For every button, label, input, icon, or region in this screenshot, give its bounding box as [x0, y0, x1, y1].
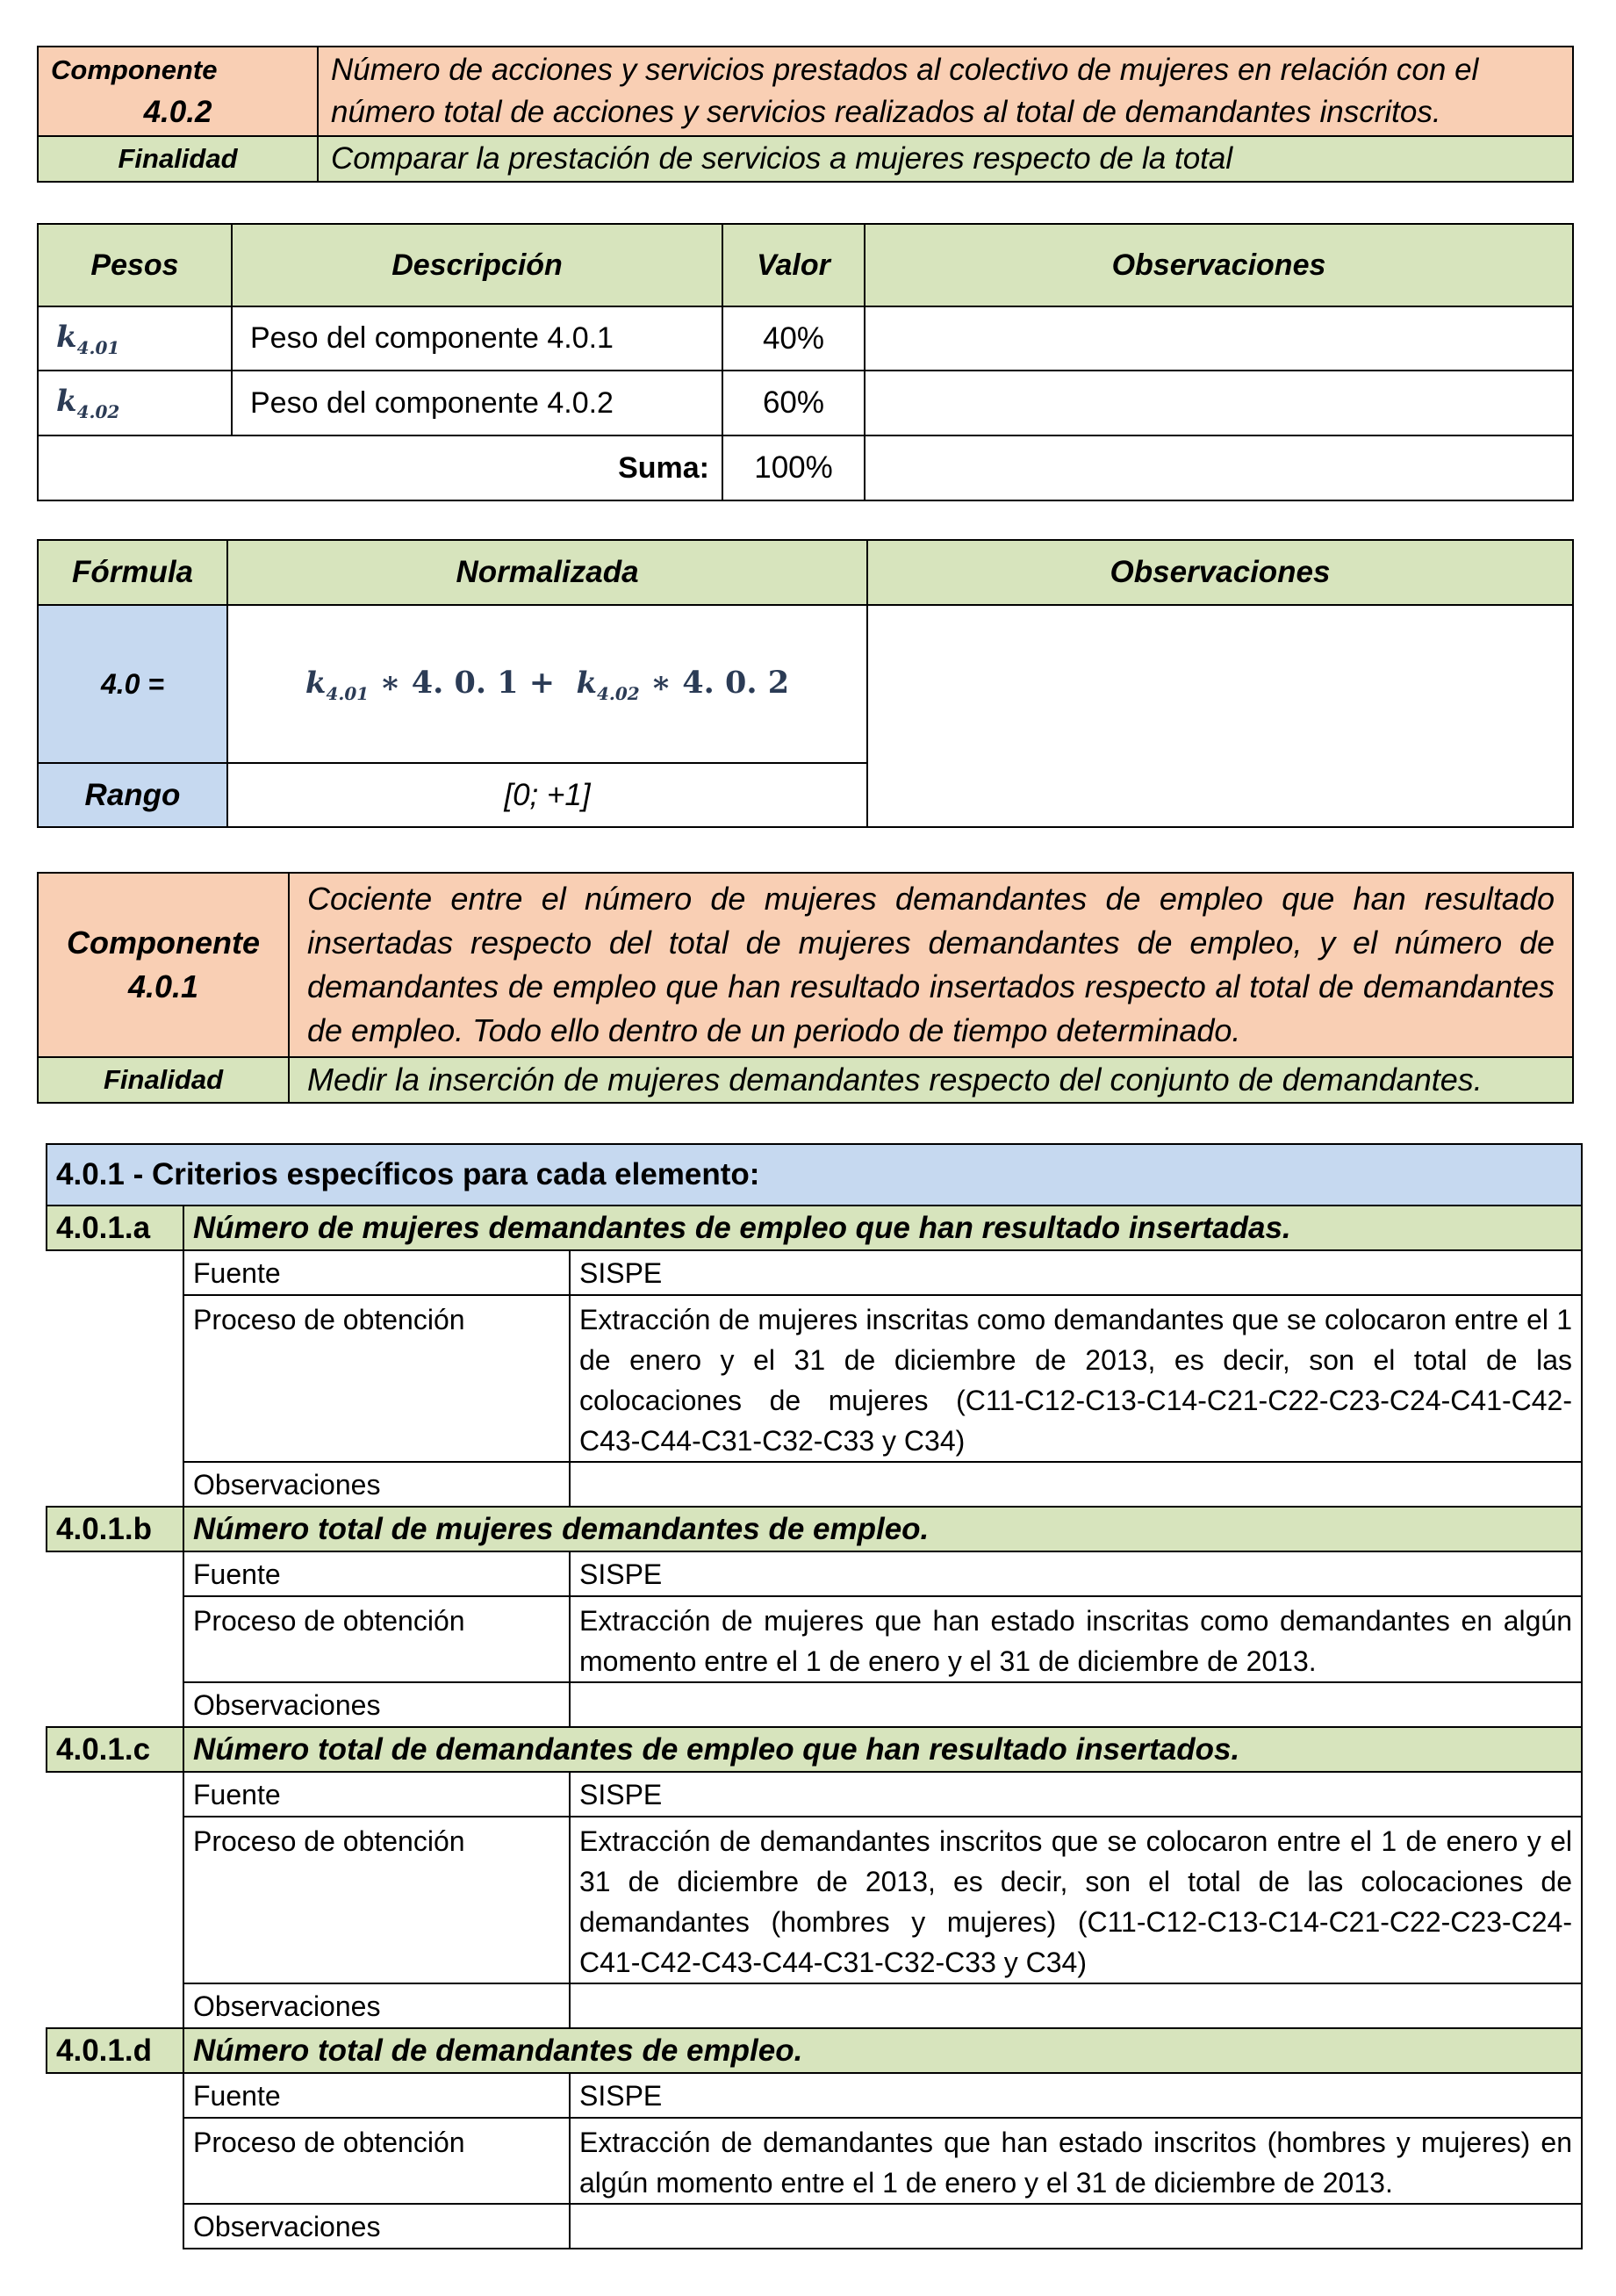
k-symbol: k: [305, 665, 327, 701]
criterio-header-row: [47, 1727, 1582, 1772]
peso-symbol: [38, 371, 232, 435]
indent-spacer: [47, 1983, 183, 2028]
formula-observaciones: [867, 605, 1573, 827]
componente-402-table: [37, 46, 1574, 183]
header-normalizada: Normalizada: [227, 540, 867, 605]
peso-row: [38, 306, 1573, 371]
fuente-row: [47, 1551, 1582, 1596]
indent-spacer: [47, 2204, 183, 2249]
proceso-value: Extracción de demandantes que han estado inscritos (hombres y mujeres) en algún momento entre el 1 de enero y el 31 de diciembre de 2013.: [570, 2118, 1582, 2204]
proceso-row: [47, 1817, 1582, 1983]
fuente-value: SISPE: [570, 1772, 1582, 1817]
observaciones-value: [570, 2204, 1582, 2249]
k-symbol: k: [56, 384, 77, 420]
criterio-header-row: [47, 2028, 1582, 2073]
finalidad-401-text: Medir la inserción de mujeres demandantes respecto del conjunto de demandantes.: [289, 1057, 1573, 1103]
header-observaciones: Observaciones: [865, 224, 1573, 306]
finalidad-label: Finalidad: [38, 1057, 289, 1103]
suma-row: [38, 435, 1573, 500]
criterio-code: 4.0.1.a: [47, 1206, 183, 1250]
componente-401-label-cell: [38, 873, 289, 1057]
proceso-label: Proceso de obtención: [183, 1596, 570, 1682]
observaciones-label: Observaciones: [183, 1682, 570, 1727]
formula-part-2: ∗ 4. 0. 2: [650, 664, 790, 701]
peso-symbol: [38, 306, 232, 371]
observaciones-value: [570, 1462, 1582, 1507]
componente-402-label-cell: [38, 47, 318, 136]
indent-spacer: [47, 1596, 183, 1682]
criterio-code: 4.0.1.b: [47, 1507, 183, 1551]
indent-spacer: [47, 1462, 183, 1507]
criterio-title: Número total de mujeres demandantes de empleo.: [183, 1507, 1582, 1551]
fuente-label: Fuente: [183, 1250, 570, 1295]
criterio-header-row: [47, 1507, 1582, 1551]
finalidad-402-row: [38, 136, 1573, 182]
componente-label: Componente: [51, 54, 218, 85]
observaciones-row: [47, 1983, 1582, 2028]
proceso-label: Proceso de obtención: [183, 2118, 570, 2204]
fuente-value: SISPE: [570, 1250, 1582, 1295]
indent-spacer: [47, 2118, 183, 2204]
fuente-value: SISPE: [570, 1551, 1582, 1596]
fuente-label: Fuente: [183, 1772, 570, 1817]
criterio-code: 4.0.1.c: [47, 1727, 183, 1772]
k-subscript: 4.01: [76, 336, 120, 358]
componente-label: Componente: [67, 925, 260, 961]
observaciones-label: Observaciones: [183, 1462, 570, 1507]
k-symbol: k: [56, 319, 77, 355]
suma-label: Suma:: [38, 435, 722, 500]
proceso-label: Proceso de obtención: [183, 1817, 570, 1983]
componente-401-description: Cociente entre el número de mujeres demandantes de empleo que han resultado insertadas respecto del total de mujeres demandantes de empleo, y el número de demandantes de empleo que han resultado insertados respecto al total de demandantes de empleo. Todo ello dentro de un periodo de tiempo determinado.: [289, 873, 1573, 1057]
fuente-value: SISPE: [570, 2073, 1582, 2118]
formula-part-1: ∗ 4. 0. 1 +: [379, 664, 556, 701]
observaciones-value: [570, 1983, 1582, 2028]
header-pesos: Pesos: [38, 224, 232, 306]
suma-observaciones: [865, 435, 1573, 500]
indent-spacer: [47, 1250, 183, 1295]
componente-401-table: [37, 872, 1574, 1104]
peso-valor: 60%: [722, 371, 865, 435]
header-observaciones: Observaciones: [867, 540, 1573, 605]
indent-spacer: [47, 1551, 183, 1596]
componente-401-row: [38, 873, 1573, 1057]
criterio-title: Número total de demandantes de empleo.: [183, 2028, 1582, 2073]
header-formula: Fórmula: [38, 540, 227, 605]
criterios-table: [46, 1143, 1583, 2249]
observaciones-row: [47, 1682, 1582, 1727]
componente-number: 4.0.1: [127, 968, 199, 1004]
formula-table: [37, 539, 1574, 828]
componente-number: 4.0.2: [143, 95, 212, 129]
criterio-title: Número total de demandantes de empleo que han resultado insertados.: [183, 1727, 1582, 1772]
formula-row: [38, 605, 1573, 763]
proceso-row: [47, 1295, 1582, 1462]
pesos-header-row: [38, 224, 1573, 306]
finalidad-label: Finalidad: [38, 136, 318, 182]
criterios-title-row: [47, 1144, 1582, 1206]
proceso-value: Extracción de mujeres inscritas como demandantes que se colocaron entre el 1 de enero y el 31 de diciembre de 2013, es decir, son el total de las colocaciones de mujeres (C11-C12-C13-C14-C21-C22-C23-C24-C41-C42-C43-C44-C31-C32-C33 y C34): [570, 1295, 1582, 1462]
criterios-title: 4.0.1 - Criterios específicos para cada elemento:: [47, 1144, 1582, 1206]
formula-header-row: [38, 540, 1573, 605]
finalidad-402-text: Comparar la prestación de servicios a mujeres respecto de la total: [318, 136, 1573, 182]
peso-valor: 40%: [722, 306, 865, 371]
k2-subscript: 4.02: [597, 682, 640, 704]
observaciones-label: Observaciones: [183, 1983, 570, 2028]
peso-observaciones: [865, 371, 1573, 435]
peso-descripcion: Peso del componente 4.0.1: [232, 306, 722, 371]
proceso-row: [47, 2118, 1582, 2204]
observaciones-label: Observaciones: [183, 2204, 570, 2249]
criterio-code: 4.0.1.d: [47, 2028, 183, 2073]
k-subscript: 4.02: [76, 400, 120, 422]
rango-value: [0; +1]: [227, 763, 867, 827]
formula-expression: [227, 605, 867, 763]
indent-spacer: [47, 1295, 183, 1462]
fuente-row: [47, 2073, 1582, 2118]
indent-spacer: [47, 1817, 183, 1983]
indent-spacer: [47, 1772, 183, 1817]
suma-value: 100%: [722, 435, 865, 500]
header-valor: Valor: [722, 224, 865, 306]
proceso-value: Extracción de demandantes inscritos que se colocaron entre el 1 de enero y el 31 de diciembre de 2013, es decir, son el total de las colocaciones de demandantes (hombres y mujeres) (C11-C12-C13-C14-C21-C22-C23-C24-C41-C42-C43-C44-C31-C32-C33 y C34): [570, 1817, 1582, 1983]
observaciones-value: [570, 1682, 1582, 1727]
k1-subscript: 4.01: [326, 682, 370, 704]
k-symbol: k: [576, 665, 597, 701]
componente-402-description: Número de acciones y servicios prestados al colectivo de mujeres en relación con el número total de acciones y servicios realizados al total de demandantes inscritos.: [318, 47, 1573, 136]
indent-spacer: [47, 2073, 183, 2118]
peso-descripcion: Peso del componente 4.0.2: [232, 371, 722, 435]
observaciones-row: [47, 1462, 1582, 1507]
finalidad-401-row: [38, 1057, 1573, 1103]
proceso-value: Extracción de mujeres que han estado inscritas como demandantes en algún momento entre el 1 de enero y el 31 de diciembre de 2013.: [570, 1596, 1582, 1682]
pesos-table: [37, 223, 1574, 501]
criterio-title: Número de mujeres demandantes de empleo que han resultado insertadas.: [183, 1206, 1582, 1250]
indent-spacer: [47, 1682, 183, 1727]
fuente-label: Fuente: [183, 1551, 570, 1596]
header-descripcion: Descripción: [232, 224, 722, 306]
proceso-row: [47, 1596, 1582, 1682]
observaciones-row: [47, 2204, 1582, 2249]
rango-label: Rango: [38, 763, 227, 827]
fuente-row: [47, 1772, 1582, 1817]
proceso-label: Proceso de obtención: [183, 1295, 570, 1462]
peso-row: [38, 371, 1573, 435]
fuente-label: Fuente: [183, 2073, 570, 2118]
peso-observaciones: [865, 306, 1573, 371]
fuente-row: [47, 1250, 1582, 1295]
criterio-header-row: [47, 1206, 1582, 1250]
componente-402-row: [38, 47, 1573, 136]
formula-label: 4.0 =: [38, 605, 227, 763]
